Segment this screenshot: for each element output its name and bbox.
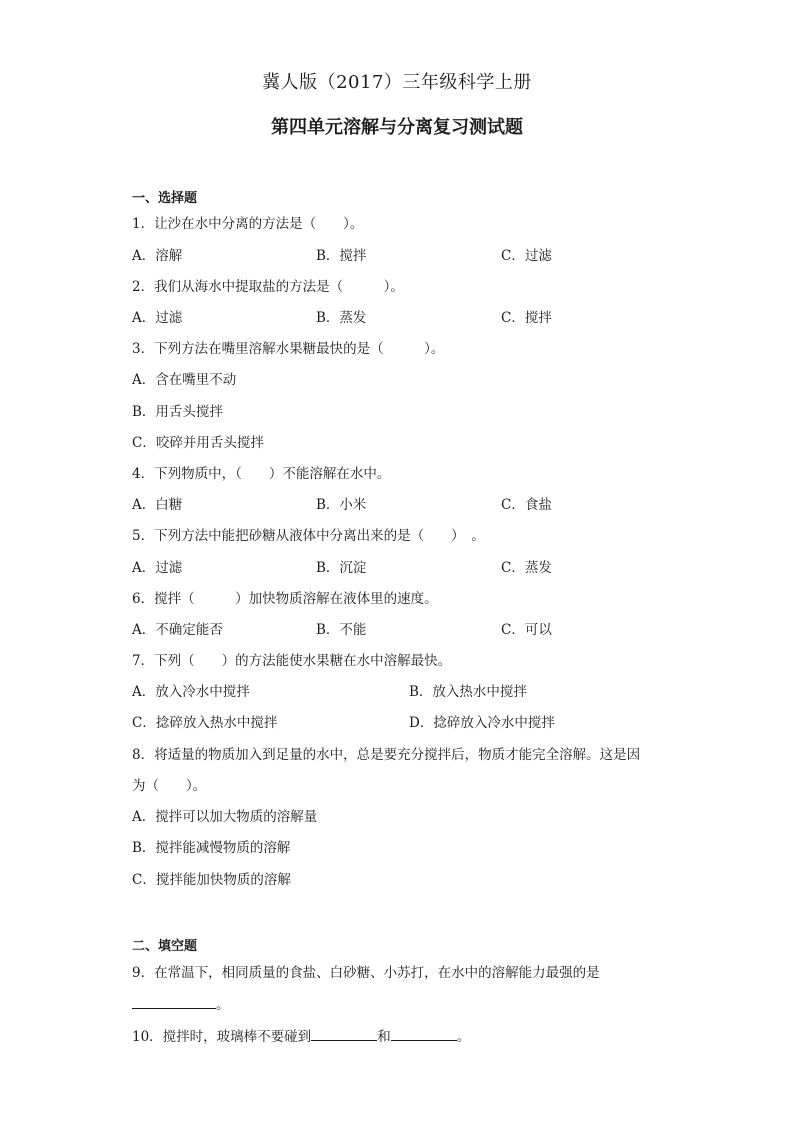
question-10-start: 10．搅拌时，玻璃棒不要碰到 [132, 1029, 312, 1045]
question-7-option-a: A．放入冷水中搅拌 [132, 684, 250, 700]
question-8-stem-line-2: 为（ ）。 [132, 778, 207, 794]
question-6-option-a: A．不确定能否 [132, 622, 223, 638]
question-6-stem: 6．搅拌（ ）加快物质溶解在液体里的速度。 [132, 591, 438, 607]
question-8-option-c: C．搅拌能加快物质的溶解 [132, 872, 291, 888]
question-3-option-b: B．用舌头搅拌 [132, 404, 223, 420]
question-5-option-b: B．沉淀 [316, 560, 367, 576]
document-title: 冀人版（2017）三年级科学上册 [262, 72, 532, 93]
question-3-stem: 3．下列方法在嘴里溶解水果糖最快的是（ ）。 [132, 341, 445, 357]
question-10-end: 。 [456, 1029, 471, 1045]
answer-blank-2[interactable] [391, 1028, 457, 1041]
question-5-option-a: A．过滤 [132, 560, 183, 576]
question-1-option-a: A．溶解 [132, 248, 183, 264]
answer-blank-1[interactable] [311, 1028, 377, 1041]
question-7-stem: 7．下列（ ）的方法能使水果糖在水中溶解最快。 [132, 653, 452, 669]
answer-blank[interactable] [132, 996, 216, 1009]
question-2-stem: 2．我们从海水中提取盐的方法是（ ）。 [132, 279, 404, 295]
question-10-mid: 和 [377, 1029, 391, 1045]
question-4-option-b: B．小米 [316, 497, 367, 513]
question-1-option-b: B．搅拌 [316, 248, 367, 264]
question-6-option-b: B．不能 [316, 622, 367, 638]
question-1-stem: 1．让沙在水中分离的方法是（ ）。 [132, 216, 364, 232]
question-4-stem: 4．下列物质中，（ ）不能溶解在水中。 [132, 466, 391, 482]
section-heading-fill: 二、填空题 [132, 939, 198, 954]
question-7-option-c: C．捻碎放入热水中搅拌 [132, 715, 278, 731]
question-4-option-c: C．食盐 [501, 497, 552, 513]
question-3-option-c: C．咬碎并用舌头搅拌 [132, 435, 264, 451]
question-6-option-c: C．可以 [501, 622, 552, 638]
question-8-stem-line-1: 8．将适量的物质加入到足量的水中，总是要充分搅拌后，物质才能完全溶解。这是因 [132, 747, 641, 763]
question-8-option-a: A．搅拌可以加大物质的溶解量 [132, 809, 318, 825]
question-2-option-a: A．过滤 [132, 310, 183, 326]
question-2-option-b: B．蒸发 [316, 310, 367, 326]
question-7-option-d: D．捻碎放入冷水中搅拌 [409, 715, 555, 731]
question-10-line [132, 1025, 470, 1045]
question-4-option-a: A．白糖 [132, 497, 183, 513]
question-8-option-b: B．搅拌能减慢物质的溶解 [132, 840, 291, 856]
question-1-option-c: C．过滤 [501, 248, 552, 264]
section-heading-choice: 一、选择题 [132, 191, 198, 206]
document-subtitle: 第四单元溶解与分离复习测试题 [271, 117, 523, 138]
question-3-option-a: A．含在嘴里不动 [132, 372, 237, 388]
question-5-option-c: C．蒸发 [501, 560, 552, 576]
question-2-option-c: C．搅拌 [501, 310, 552, 326]
question-7-option-b: B．放入热水中搅拌 [409, 684, 527, 700]
question-9-stem: 9．在常温下，相同质量的食盐、白砂糖、小苏打，在水中的溶解能力最强的是 [132, 965, 600, 981]
question-9-answer-line [132, 993, 230, 1013]
question-5-stem: 5．下列方法中能把砂糖从液体中分离出来的是（ ） 。 [132, 528, 485, 544]
question-9-end: 。 [216, 997, 230, 1013]
